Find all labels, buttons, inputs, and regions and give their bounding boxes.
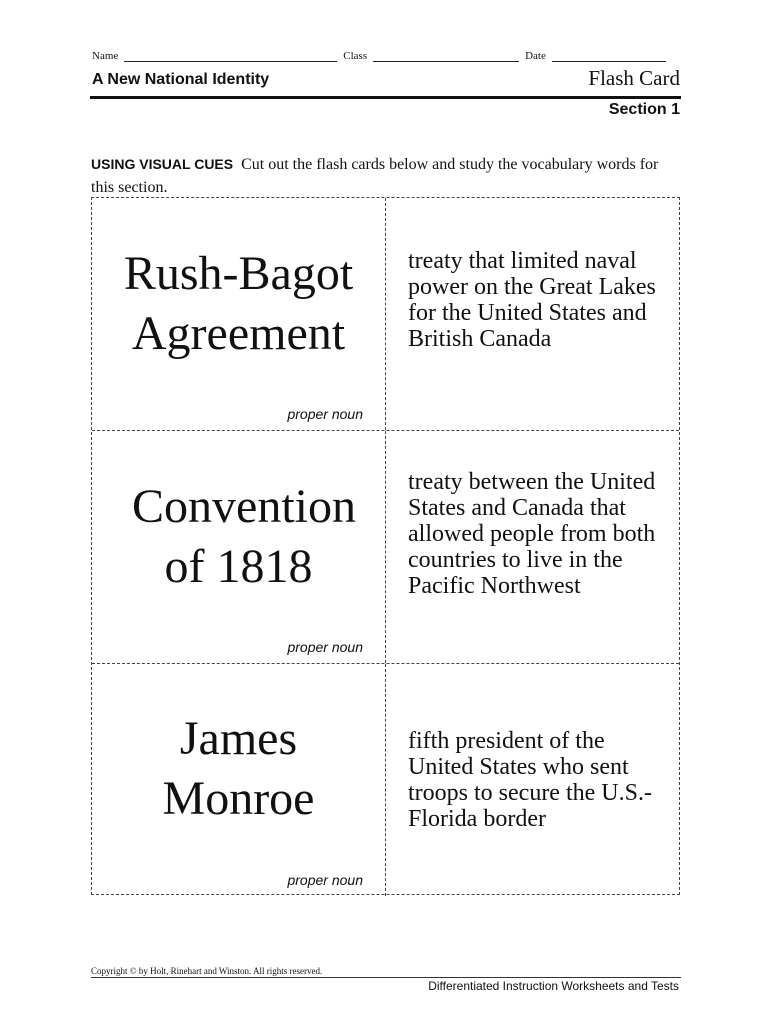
- class-field[interactable]: [373, 50, 519, 62]
- flash-card-row: [92, 431, 679, 664]
- term-card: [92, 431, 386, 663]
- flash-cards: [91, 197, 680, 895]
- part-of-speech: proper noun: [287, 406, 363, 422]
- part-of-speech: proper noun: [287, 872, 363, 888]
- name-field[interactable]: [124, 50, 337, 62]
- card-definition: treaty that limited naval power on the Great Lakes for the United States and British Canada: [408, 248, 656, 352]
- class-label: Class: [343, 50, 368, 62]
- card-definition: treaty between the United States and Canada that allowed people from both countries to live in the Pacific Northwest: [408, 469, 656, 599]
- part-of-speech: proper noun: [287, 639, 363, 655]
- card-term: Rush-Bagot Agreement: [123, 247, 354, 360]
- instructions: [91, 153, 671, 199]
- document-type: Flash Card: [588, 66, 680, 90]
- card-term: Convention of 1818: [132, 480, 356, 593]
- flash-card-row: [92, 664, 679, 896]
- date-label: Date: [525, 50, 546, 62]
- definition-card: [386, 664, 679, 896]
- name-label: Name: [92, 50, 119, 62]
- term-card: [92, 198, 386, 430]
- section-label: Section 1: [608, 101, 680, 118]
- term-card: [92, 664, 386, 896]
- book-title: Differentiated Instruction Worksheets and Tests: [428, 979, 679, 993]
- instructions-cue: USING VISUAL CUES: [91, 156, 234, 172]
- flash-card-row: [92, 198, 679, 431]
- lesson-title: A New National Identity: [92, 71, 270, 88]
- footer-rule: [91, 977, 681, 978]
- title-row: [92, 66, 680, 95]
- instructions-text: Cut out the flash cards below and study the vocabulary words for this section.: [91, 156, 659, 196]
- date-field[interactable]: [552, 50, 666, 62]
- name-class-date-line: [92, 50, 680, 62]
- card-term: James Monroe: [162, 712, 315, 825]
- copyright: Copyright © by Holt, Rinehart and Winston. All rights reserved.: [91, 966, 323, 976]
- card-definition: fifth president of the United States who sent troops to secure the U.S.-Florida border: [408, 728, 652, 832]
- definition-card: [386, 198, 679, 430]
- definition-card: [386, 431, 679, 663]
- header-rule: [90, 96, 681, 99]
